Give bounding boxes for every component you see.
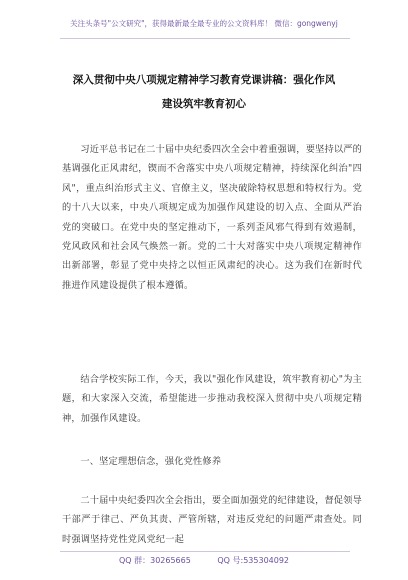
footer-qq-number: QQ 号:535304092 [217,556,290,565]
section-heading-text: 一、坚定理想信念，强化党性修养 [80,456,222,467]
body-paragraph-2 [62,370,362,428]
header-divider [60,38,350,39]
paragraph-text: 习近平总书记在二十届中央纪委四次全会中着重强调，要坚持以严的基调强化正风肃纪，锲而不舍落实中央八项规定精神，持续深化纠治"四风"，重点纠治形式主义、官僚主义，坚决破除特权思想和特权行为。党的十八大以来，中央八项规定成为加强作风建设的切入点、全面从严治党的突破口。在党中央的坚定推动下，一系列歪风邪气得到有效遏制，党风政风和社会风气焕然一新。党的二十大对落实中央八项规定精神作出新部署，彰显了党中央持之以恒正风肃纪的决心。这为我们在新时代推进作风建设提供了根本遵循。 [62,144,363,291]
section-heading-1 [62,452,362,471]
body-paragraph-4 [62,491,362,549]
title-line-1: 深入贯彻中央八项规定精神学习教育党课讲稿：强化作风 [72,74,336,86]
header-note: 关注头条号"公文研究"，获得最新最全最专业的公文资料库！ 微信：gongwenyj [70,19,338,28]
footer-qq-group: QQ 群：30265665 [118,556,191,565]
paragraph-text: 结合学校实际工作，今天，我以"强化作风建设，筑牢教育初心"为主题，和大家深入交流，希望能进一步推动我校深入贯彻中央八项规定精神，加强作风建设。 [62,374,362,424]
title-line-2: 建设筑牢教育初心 [162,98,246,110]
paragraph-text: 二十届中央纪委四次全会指出，要全面加强党的纪律建设，督促领导干部严于律己、严负其责、严管所辖，对违反党纪的问题严肃查处。同时强调坚持党性党风党纪一起 [62,495,363,545]
footer-divider [60,551,350,552]
body-paragraph-1 [62,140,362,295]
document-title [52,68,356,116]
footer-note [0,555,408,566]
